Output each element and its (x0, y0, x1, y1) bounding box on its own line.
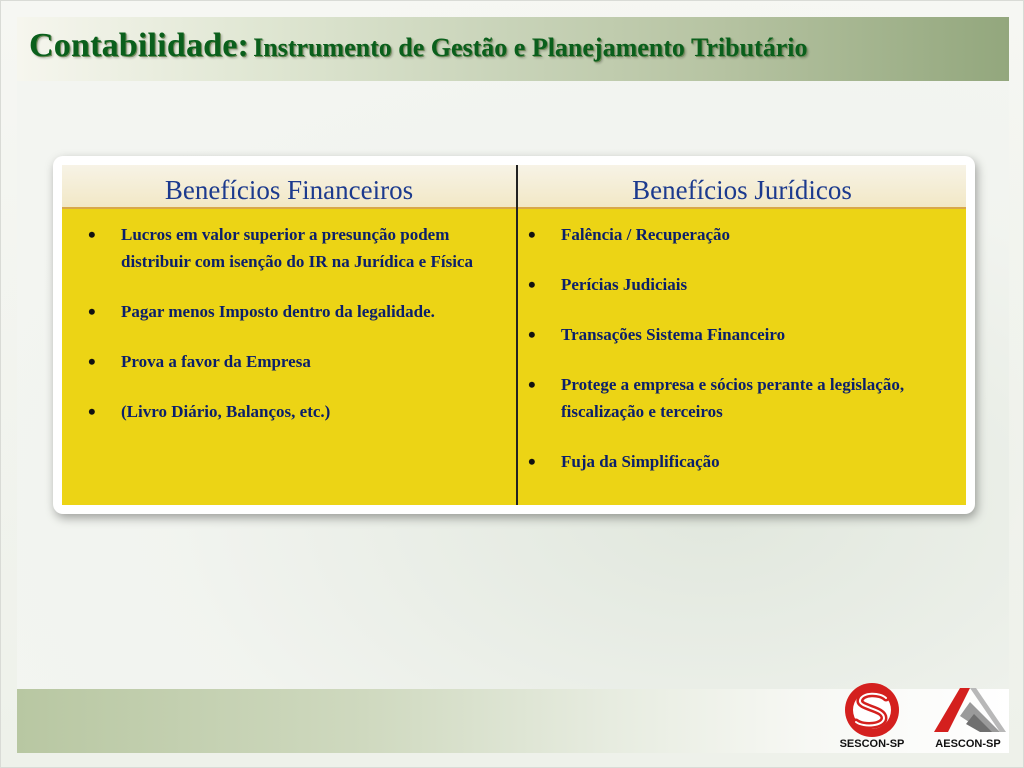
list-item (88, 348, 508, 375)
list-item (528, 271, 948, 298)
column-heading-financeiros: Benefícios Financeiros (62, 165, 516, 209)
list-item-text: Protege a empresa e sócios perante a legislação, fiscalização e terceiros (561, 375, 905, 421)
bullet-icon: • (528, 372, 536, 397)
bullet-icon: • (88, 399, 96, 424)
sescon-logo-label: SESCON-SP (839, 738, 905, 750)
financial-benefits-list (88, 221, 508, 448)
bullet-icon: • (528, 272, 536, 297)
slide-title-main: Contabilidade: (29, 27, 250, 64)
list-item (88, 398, 508, 425)
aescon-logo-label: AESCON-SP (935, 738, 1001, 750)
bullet-icon: • (88, 299, 96, 324)
list-item-text: (Livro Diário, Balanços, etc.) (121, 402, 331, 421)
bullet-icon: • (528, 449, 536, 474)
logos-area (836, 680, 1016, 754)
list-item-text: Perícias Judiciais (561, 275, 688, 294)
list-item (528, 371, 948, 425)
list-item (528, 448, 948, 475)
list-item-text: Transações Sistema Financeiro (561, 325, 786, 344)
benefits-panel (53, 156, 975, 514)
benefits-table (62, 165, 966, 505)
legal-benefits-list (528, 221, 948, 498)
list-item (88, 221, 508, 275)
list-item-text: Falência / Recuperação (561, 225, 731, 244)
column-heading-juridicos: Benefícios Jurídicos (518, 165, 966, 209)
column-divider (516, 165, 518, 505)
list-item-text: Prova a favor da Empresa (121, 352, 311, 371)
list-item (528, 221, 948, 248)
aescon-a-icon (926, 680, 1010, 740)
list-item-text: Pagar menos Imposto dentro da legalidade. (121, 302, 435, 321)
aescon-logo (926, 680, 1010, 752)
list-item (88, 298, 508, 325)
bullet-icon: • (528, 322, 536, 347)
slide-title (29, 27, 1009, 65)
list-item-text: Lucros em valor superior a presunção podem distribuir com isenção do IR na Jurídica e Física (121, 225, 473, 271)
sescon-s-icon (836, 680, 908, 740)
list-item (528, 321, 948, 348)
bullet-icon: • (88, 349, 96, 374)
list-item-text: Fuja da Simplificação (561, 452, 720, 471)
bullet-icon: • (528, 222, 536, 247)
slide-title-sub: Instrumento de Gestão e Planejamento Tributário (253, 33, 808, 62)
bullet-icon: • (88, 222, 96, 247)
sescon-logo (836, 680, 908, 752)
